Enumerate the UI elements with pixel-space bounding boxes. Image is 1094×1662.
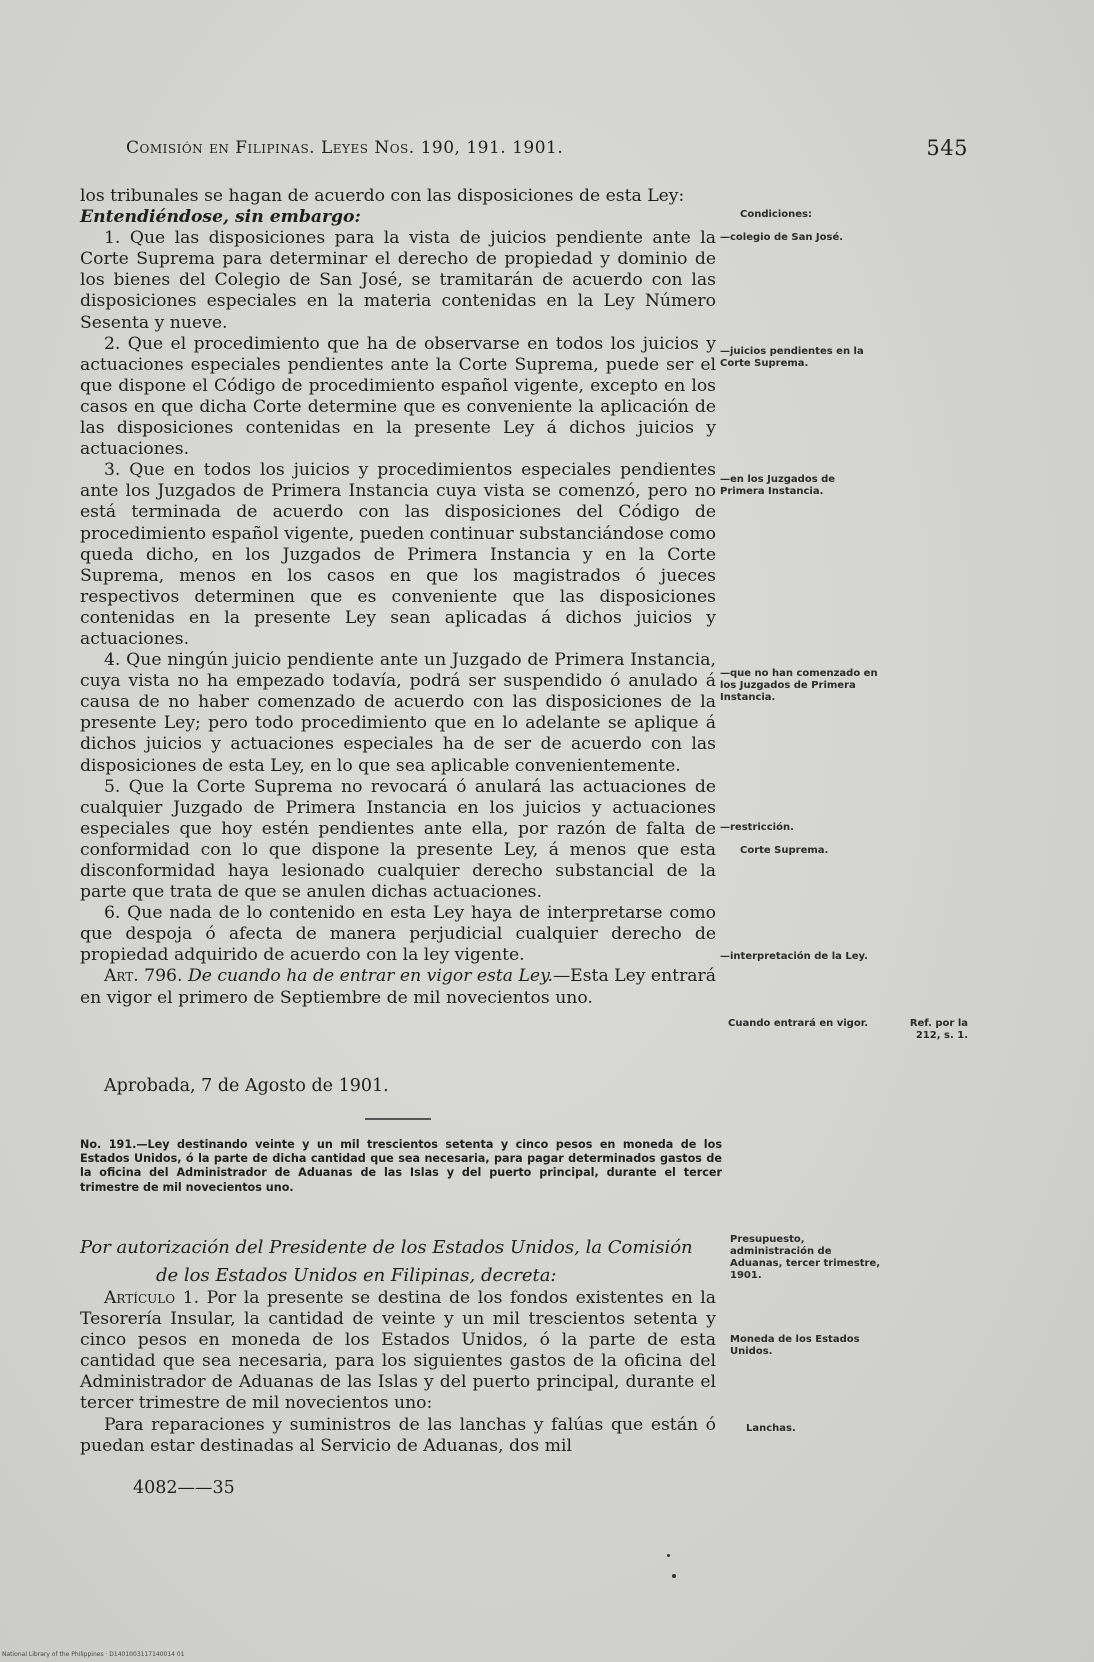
enacting-clause: [80, 1234, 722, 1290]
bill-191-heading: No. 191.—Ley destinando veinte y un mil trescientos setenta y cinco pesos en moneda de los Estados Unidos, ó la parte de dicha cantidad que sea necesaria, para pagar determinados gastos de la oficina del Administrador de Aduanas de las Islas y del puerto principal, durante el tercer trimestre de mil novecientos uno.: [80, 1138, 722, 1194]
signature-mark: 4082——35: [133, 1478, 235, 1498]
speck: [672, 1574, 676, 1578]
article-1: [80, 1288, 716, 1457]
margin-note-vigor: Cuando entrará en vigor.: [728, 1018, 869, 1029]
article-796-heading: De cuando ha de entrar en vigor esta Ley.: [187, 966, 553, 987]
margin-note-interpretacion: —interpretación de la Ley.: [720, 951, 868, 962]
enacting-line-2: de los Estados Unidos en Filipinas, decreta:: [156, 1265, 557, 1286]
body-text: [80, 186, 716, 1009]
margin-note-moneda: Moneda de los Estados Unidos.: [730, 1334, 860, 1357]
scan-credit: National Library of the Philippines · D1401003117140014 01: [2, 1651, 185, 1658]
article-796-text: —Esta Ley entrará en vigor el primero de Septiembre de mil novecientos uno.: [80, 966, 717, 1008]
margin-note-corte-suprema: —juicios pendientes en la Corte Suprema.: [720, 346, 864, 369]
margin-note-colegio: —colegio de San José.: [720, 232, 844, 243]
paragraph-5: 5. Que la Corte Suprema no revocará ó anulará las actuaciones de cualquier Juzgado de Primera Instancia en los juicios y actuaciones especiales que hoy estén pendientes ante ella, por razón de falta de conformidad con lo que dispone la presente Ley, á menos que esta disconformidad haya lesionado cualquier derecho substancial de la parte que trata de que se anulen dichas actuaciones.: [80, 776, 716, 903]
margin-note-no-comenzado: —que no han comenzado en los Juzgados de Primera Instancia.: [720, 668, 878, 703]
section-divider: [365, 1118, 431, 1120]
speck: [667, 1554, 670, 1557]
proviso: Entendiéndose, sin embargo:: [80, 207, 361, 228]
enacting-line-1: Por autorización del Presidente de los Estados Unidos, la Comisión: [80, 1237, 693, 1258]
article-1-label: Artículo 1.: [104, 1288, 200, 1308]
margin-note-presupuesto: Presupuesto, administración de Aduanas, tercer trimestre, 1901.: [730, 1234, 881, 1281]
paragraph-3: 3. Que en todos los juicios y procedimientos especiales pendientes ante los Juzgados de Primera Instancia cuya vista se comenzó, pero no está terminada de acuerdo con las disposiciones del Código de procedimiento español vigente, pueden continuar substanciándose como queda dicho, en los Juzgados de Primera Instancia y en la Corte Suprema, menos en los casos en que los magistrados ó jueces respectivos determinen que es conveniente que las disposiciones contenidas en la presente Ley sean aplicadas á dichos juicios y actuaciones.: [80, 460, 716, 649]
article-796-label: Art. 796.: [104, 966, 183, 987]
margin-note-ref: Ref. por la 212, s. 1.: [909, 1018, 968, 1041]
page-number: 545: [926, 136, 968, 160]
margin-note-restriccion: —restricción.: [720, 822, 794, 833]
running-header: [126, 138, 968, 168]
paragraph-2: 2. Que el procedimiento que ha de observarse en todos los juicios y actuaciones especiales pendientes ante la Corte Suprema, puede ser el que dispone el Código de procedimiento español vigente, excepto en los casos en que dicha Corte determine que es conveniente la aplicación de las disposiciones contenidas en la presente Ley á dichos juicios y actuaciones.: [80, 333, 716, 460]
paragraph-4: 4. Que ningún juicio pendiente ante un Juzgado de Primera Instancia, cuya vista no ha empezado todavía, podrá ser suspendido ó anulado á causa de no haber comenzado de acuerdo con las disposiciones de la presente Ley; pero todo procedimiento que en lo adelante se aplique á dichos juicios y actuaciones especiales ha de ser de acuerdo con las disposiciones de esta Ley, en lo que sea aplicable convenientemente.: [80, 650, 716, 776]
article-796: [80, 966, 716, 1008]
article-1-text: Por la presente se destina de los fondos existentes en la Tesorería Insular, la cantidad de veinte y un mil trescientos setenta y cinco pesos en moneda de los Estados Unidos, ó la parte de esta cantidad que sea necesaria, para los siguientes gastos de la oficina del Administrador de Aduanas de las Islas y del puerto principal, durante el tercer trimestre de mil novecientos uno:: [80, 1288, 716, 1414]
margin-note-lanchas: Lanchas.: [746, 1423, 796, 1434]
margin-note-juzgados: —en los Juzgados de Primera Instancia.: [720, 474, 836, 497]
approval-date: Aprobada, 7 de Agosto de 1901.: [104, 1076, 389, 1096]
paragraph-6: 6. Que nada de lo contenido en esta Ley haya de interpretarse como que despoja ó afecta de manera perjudicial cualquier derecho de propiedad adquirido de acuerdo con la ley vigente.: [80, 903, 716, 966]
margin-note-corte: Corte Suprema.: [740, 845, 829, 856]
lanchas-paragraph: Para reparaciones y suministros de las lanchas y falúas que están ó puedan estar destinadas al Servicio de Aduanas, dos mil: [80, 1414, 716, 1456]
paragraph-1: 1. Que las disposiciones para la vista de juicios pendiente ante la Corte Suprema para determinar el derecho de propiedad y dominio de los bienes del Colegio de San José, se tramitarán de acuerdo con las disposiciones especiales en la materia contenidas en la Ley Número Sesenta y nueve.: [80, 228, 716, 333]
margin-note-conditions: Condiciones:: [740, 209, 812, 220]
intro-line: los tribunales se hagan de acuerdo con las disposiciones de esta Ley:: [80, 186, 685, 206]
header-title: Comisión en Filipinas. Leyes Nos. 190, 191. 1901.: [126, 138, 564, 158]
